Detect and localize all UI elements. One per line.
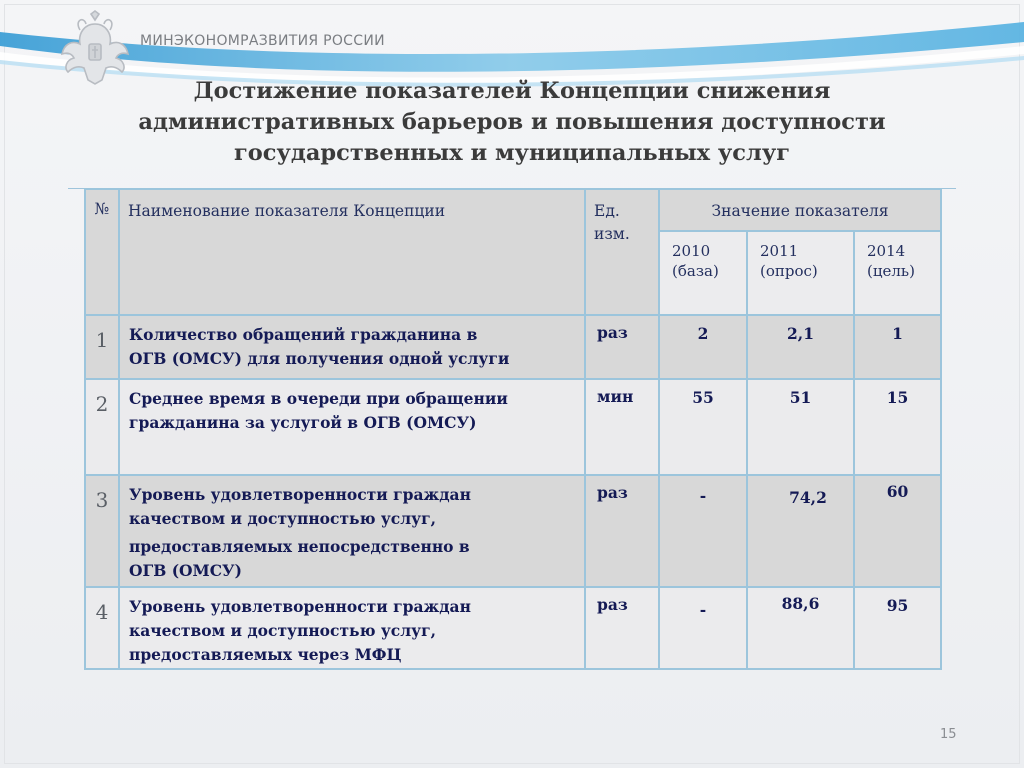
- value-2010: 2: [659, 315, 747, 379]
- year-label: 2010: [672, 242, 711, 260]
- row-index: 4: [85, 587, 119, 669]
- value-2010: -: [659, 475, 747, 587]
- year-note: (цель): [867, 262, 915, 280]
- ministry-name: МИНЭКОНОМРАЗВИТИЯ РОССИИ: [140, 33, 385, 49]
- indicator-name-line: Количество обращений гражданина в: [129, 325, 478, 344]
- indicator-name-line: ОГВ (ОМСУ) для получения одной услуги: [129, 349, 510, 368]
- year-label: 2014: [867, 242, 906, 260]
- indicator-name-line: Уровень удовлетворенности граждан: [129, 485, 471, 504]
- table-row: [85, 379, 941, 475]
- value-2010: -: [659, 587, 747, 669]
- title-line: Достижение показателей Концепции снижения: [193, 78, 831, 104]
- indicators-table: [84, 188, 942, 670]
- indicator-unit: раз: [585, 475, 659, 587]
- value-2014: 95: [854, 587, 941, 669]
- table-row: [85, 587, 941, 669]
- indicator-name-line: предоставляемых через МФЦ: [129, 645, 402, 664]
- value-2014: 60: [854, 475, 941, 587]
- table-row: [85, 475, 941, 587]
- row-index: 1: [85, 315, 119, 379]
- table-row: [85, 315, 941, 379]
- indicator-name-line: гражданина за услугой в ОГВ (ОМСУ): [129, 413, 477, 432]
- indicator-name-line: Среднее время в очереди при обращении: [129, 389, 508, 408]
- year-label: 2011: [760, 242, 799, 260]
- indicator-name: [119, 379, 585, 475]
- value-2010: 55: [659, 379, 747, 475]
- value-2011: 74,2: [747, 475, 854, 587]
- indicator-unit: мин: [585, 379, 659, 475]
- value-2011: 51: [747, 379, 854, 475]
- column-header-name: Наименование показателя Концепции: [119, 189, 585, 315]
- value-2011: 88,6: [747, 587, 854, 669]
- value-2011: 2,1: [747, 315, 854, 379]
- indicator-unit: раз: [585, 315, 659, 379]
- indicator-name: [119, 315, 585, 379]
- indicator-name-line: предоставляемых непосредственно в: [129, 537, 470, 556]
- unit-header-line: Ед.: [594, 202, 620, 220]
- column-header-year-2014: [854, 231, 941, 315]
- indicator-name-line: качеством и доступностью услуг,: [129, 509, 436, 528]
- value-2014: 1: [854, 315, 941, 379]
- indicator-name-line: качеством и доступностью услуг,: [129, 621, 436, 640]
- eagle-emblem-icon: [58, 10, 132, 86]
- table-header-row: [85, 189, 941, 231]
- unit-header-line: изм.: [594, 225, 630, 243]
- year-note: (опрос): [760, 262, 818, 280]
- indicator-name: [119, 587, 585, 669]
- row-index: 2: [85, 379, 119, 475]
- indicator-name-line: ОГВ (ОМСУ): [129, 561, 242, 580]
- year-note: (база): [672, 262, 719, 280]
- value-2014: 15: [854, 379, 941, 475]
- column-header-year-2011: [747, 231, 854, 315]
- title-line: государственных и муниципальных услуг: [233, 140, 791, 166]
- indicator-name: [119, 475, 585, 587]
- row-index: 3: [85, 475, 119, 587]
- column-header-year-2010: [659, 231, 747, 315]
- column-header-unit: [585, 189, 659, 315]
- column-header-values: Значение показателя: [659, 189, 941, 231]
- title-line: административных барьеров и повышения доступности: [138, 109, 886, 135]
- indicator-name-line: Уровень удовлетворенности граждан: [129, 597, 471, 616]
- page-title: [62, 76, 962, 169]
- page-number: 15: [940, 727, 957, 742]
- column-header-number: №: [85, 189, 119, 315]
- indicator-unit: раз: [585, 587, 659, 669]
